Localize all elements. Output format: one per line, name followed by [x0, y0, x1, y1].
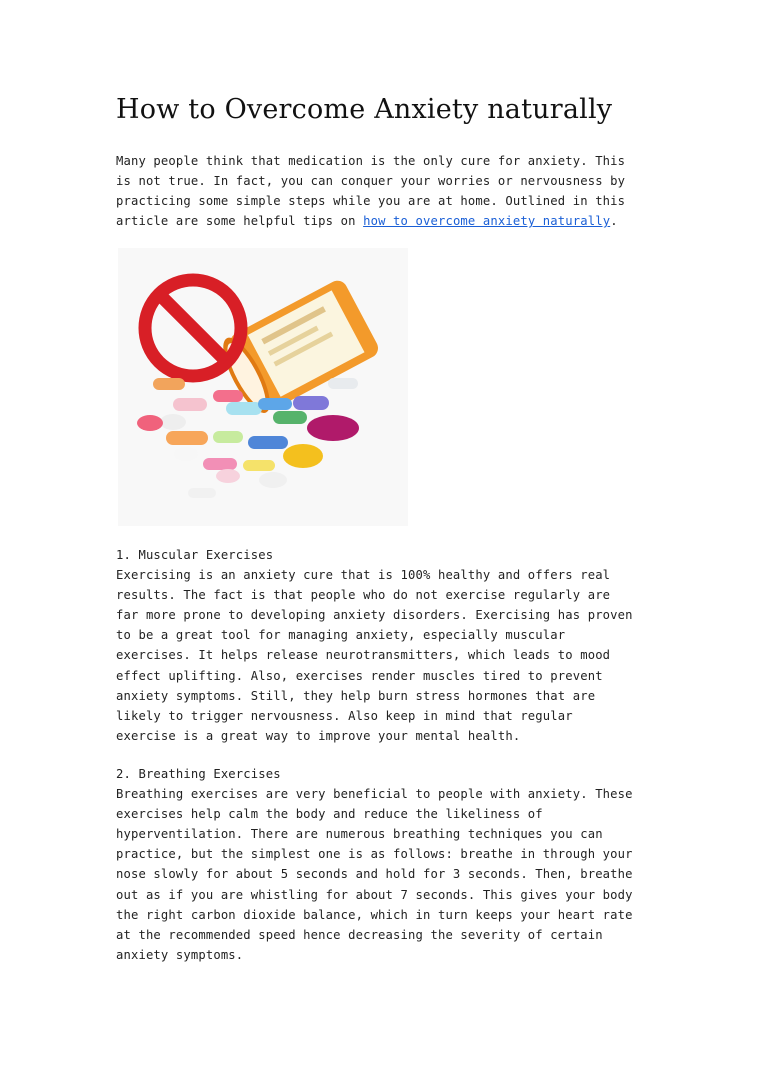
section-line: anxiety symptoms.: [116, 947, 244, 962]
section-line: Breathing exercises are very beneficial to people with anxiety. These: [116, 787, 633, 802]
section-breathing-exercises: [116, 764, 656, 965]
section-line: far more prone to developing anxiety disorders. Exercising has proven: [116, 608, 633, 623]
section-line: practice, but the simplest one is as follows: breathe in through your: [116, 847, 633, 862]
intro-last-line: [116, 211, 656, 231]
section-line: results. The fact is that people who do not exercise regularly are: [116, 588, 611, 603]
prohibition-sign-icon: [145, 280, 241, 376]
section-line: out as if you are whistling for about 7 seconds. This gives your body: [116, 887, 633, 902]
section-line: effect uplifting. Also, exercises render muscles tired to prevent: [116, 668, 603, 683]
section-line: likely to trigger nervousness. Also keep in mind that regular: [116, 708, 573, 723]
intro-paragraph: [116, 151, 656, 231]
section-heading: 2. Breathing Exercises: [116, 767, 281, 781]
section-line: to be a great tool for managing anxiety, especially muscular: [116, 628, 566, 643]
section-line: exercises. It helps release neurotransmitters, which leads to mood: [116, 648, 611, 663]
intro-period: .: [610, 214, 618, 229]
section-line: at the recommended speed hence decreasing the severity of certain: [116, 927, 603, 942]
section-muscular-exercises: [116, 545, 656, 746]
intro-line: is not true. In fact, you can conquer your worries or nervousness by: [116, 174, 626, 189]
section-line: exercise is a great way to improve your mental health.: [116, 728, 521, 743]
page-title: How to Overcome Anxiety naturally: [116, 94, 613, 125]
intro-line: practicing some simple steps while you are at home. Outlined in this: [116, 194, 626, 209]
intro-line: Many people think that medication is the only cure for anxiety. This: [116, 154, 626, 168]
overcome-anxiety-link[interactable]: how to overcome anxiety naturally: [363, 214, 611, 229]
intro-text: article are some helpful tips on: [116, 214, 364, 229]
section-heading: 1. Muscular Exercises: [116, 548, 274, 562]
section-line: Exercising is an anxiety cure that is 100% healthy and offers real: [116, 568, 611, 583]
section-line: exercises help calm the body and reduce the likeliness of: [116, 807, 543, 822]
section-line: the right carbon dioxide balance, which in turn keeps your heart rate: [116, 907, 633, 922]
pills-illustration: [118, 248, 408, 526]
section-line: hyperventilation. There are numerous breathing techniques you can: [116, 827, 603, 842]
section-line: anxiety symptoms. Still, they help burn stress hormones that are: [116, 688, 596, 703]
section-line: nose slowly for about 5 seconds and hold for 3 seconds. Then, breathe: [116, 867, 633, 882]
